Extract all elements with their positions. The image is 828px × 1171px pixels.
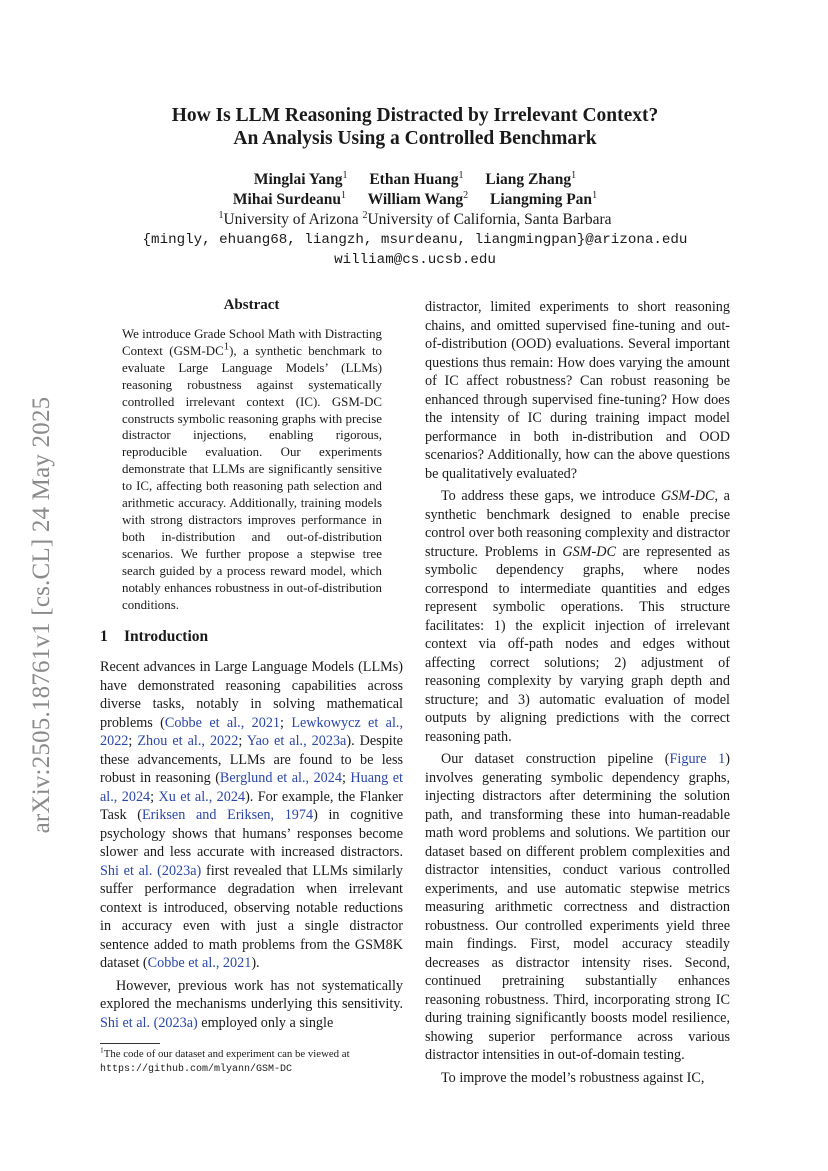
author-row-2 <box>100 190 730 210</box>
affiliation-mark: 1 <box>341 189 347 201</box>
footnote-url-link[interactable]: https://github.com/mlyann/GSM-DC <box>100 1064 293 1075</box>
citation-link[interactable]: Zhou et al., 2022 <box>137 733 239 749</box>
paragraph: To address these gaps, we introduce GSM-DC, a synthetic benchmark designed to enable precise control over both reasoning complexity and distractor structure. Problems in GSM-DC are represented as symbolic dependency graphs, where nodes correspond to intermediate quantities and edges represent symbolic operations. This structure facilitates: 1) the explicit injection of irrelevant context via off-path nodes and edges without affecting correct solutions; 2) adjustment of reasoning complexity by varying graph depth and structure; and 3) automatic evaluation of model outputs by aligning predictions with the correct reasoning path. <box>425 488 730 745</box>
citation-link[interactable]: Yao et al., 2023a <box>246 733 347 749</box>
citation-link[interactable]: Huang et al., 2024 <box>100 770 403 805</box>
title-line-2: An Analysis Using a Controlled Benchmark <box>233 128 597 149</box>
section-number: 1 <box>100 628 108 645</box>
arxiv-side-stamp <box>22 355 62 875</box>
citation-link[interactable]: Lewkowycz et al., 2022 <box>100 714 403 749</box>
footnote-text: The code of our dataset and experiment can be viewed at <box>103 1048 350 1060</box>
footnote <box>100 1047 410 1077</box>
affiliation-mark: 1 <box>592 189 598 201</box>
arxiv-identifier: arXiv:2505.18761v1 [cs.CL] 24 May 2025 <box>28 396 55 834</box>
abstract-part: ), a synthetic benchmark to evaluate Large Language Models’ (LLMs) reasoning robustness against systematically controlled irrelevant context (IC). GSM-DC constructs symbolic reasoning graphs with precise distractor injections, enabling rigorous, reproducible evaluation. Our experiments demonstrate that LLMs are significantly sensitive to IC, affecting both reasoning path selection and arithmetic accuracy. Additionally, training models with strong distractors improves performance in both in-distribution and out-of-distribution scenarios. We further propose a stepwise tree search guided by a process reward model, which notably enhances robustness in out-of-distribution conditions. <box>122 343 382 612</box>
title-line-1: How Is LLM Reasoning Distracted by Irrelevant Context? <box>171 105 659 126</box>
author-block <box>100 170 730 270</box>
paragraph: However, previous work has not systematically explored the mechanisms underlying this sensitivity. Shi et al. (2023a) employed only a single <box>100 977 403 1031</box>
citation-link[interactable]: Cobbe et al., 2021 <box>147 955 252 971</box>
footnote-mark: 1 <box>223 340 230 353</box>
citation-link[interactable]: Cobbe et al., 2021 <box>164 714 281 731</box>
affiliation-mark: 1 <box>458 169 464 181</box>
paper-title <box>100 104 730 150</box>
author-name: William Wang <box>367 191 464 208</box>
paragraph: Recent advances in Large Language Models (LLMs) have demonstrated reasoning capabilities across diverse tasks, notably in solving mathematical problems (Cobbe et al., 2021; Lewkowycz et al., 2022; Zhou et al., 2022; Yao et al., 2023a). Despite these advancements, LLMs are found to be less robust in reasoning (Berglund et al., 2024; Huang et al., 2024; Xu et al., 2024). For example, the Flanker Task (Eriksen and Eriksen, 1974) in cognitive psychology shows that humans’ responses become slower and less accurate with increased distractors. Shi et al. (2023a) first revealed that LLMs similarly suffer performance degradation when irrelevant context is introduced, observing notable reductions in accuracy even with just a single distractor sentence added to math problems from the GSM8K dataset (Cobbe et al., 2021). <box>100 659 403 971</box>
citation-link[interactable]: Xu et al., 2024 <box>158 788 246 805</box>
affiliation-mark: 1 <box>218 209 224 221</box>
author-emails: {mingly, ehuang68, liangzh, msurdeanu, liangmingpan}@arizona.edu <box>142 232 688 248</box>
abstract-part: We introduce Grade School Math with Distracting Context (GSM-DC <box>122 327 382 358</box>
author-row-1 <box>100 170 730 190</box>
affiliation-1: University of Arizona <box>223 211 359 228</box>
citation-link[interactable]: Shi et al. (2023a) <box>100 1014 198 1031</box>
citation-link[interactable]: Eriksen and Eriksen, 1974 <box>141 807 314 823</box>
section-heading-introduction <box>100 628 208 646</box>
author-name: Ethan Huang <box>369 171 459 188</box>
paragraph: To improve the model’s robustness against IC, <box>441 1069 705 1086</box>
system-name: GSM-DC <box>660 488 715 504</box>
figure-link[interactable]: Figure 1 <box>669 751 726 767</box>
author-name: Minglai Yang <box>253 171 343 188</box>
citation-link[interactable]: Berglund et al., 2024 <box>219 770 342 786</box>
author-email-2: william@cs.ucsb.edu <box>334 252 496 268</box>
author-name: Liangming Pan <box>489 191 593 208</box>
affiliation-mark: 2 <box>463 189 469 201</box>
footnote-mark: 1 <box>100 1045 104 1055</box>
affiliations <box>100 210 730 230</box>
left-column-body <box>100 658 403 1032</box>
right-column-body <box>425 298 730 1087</box>
paragraph: Our dataset construction pipeline (Figure 1) involves generating symbolic dependency graphs, injecting distractors after determining the solution path, and transforming these into human-readable math word problems and solutions. We partition our dataset based on different problem complexities and distractor intensities, conduct various controlled experiments, and use automatic stepwise metrics measuring arithmetic correctness and distraction robustness. Our controlled experiments yield three main findings. First, model accuracy steadily decreases as distractor intensity rises. Second, continued pretraining substantially enhances reasoning robustness. Third, incorporating strong IC during training significantly boosts model resilience, showing superior performance across various distractor intensities in out-of-domain testing. <box>425 751 731 1063</box>
affiliation-mark: 1 <box>342 169 348 181</box>
paragraph: distractor, limited experiments to short reasoning chains, and omitted supervised fine-tuning and out-of-distribution (OOD) evaluations. Several important questions thus remain: How does varying the amount of IC affect robustness? Can robust reasoning be enhanced through supervised fine-tuning? How does the intensity of IC during training impact model performance in both in-distribution and OOD scenarios? Additionally, how can the above questions be qualitatively evaluated? <box>425 299 730 482</box>
footnote-rule <box>100 1043 160 1044</box>
author-name: Mihai Surdeanu <box>232 191 342 208</box>
affiliation-2: University of California, Santa Barbara <box>367 211 612 228</box>
affiliation-mark: 1 <box>571 169 577 181</box>
author-name: Liang Zhang <box>485 171 572 188</box>
abstract-heading: Abstract <box>223 297 280 313</box>
affiliation-mark: 2 <box>362 209 368 221</box>
citation-link[interactable]: Shi et al. (2023a) <box>100 862 202 879</box>
system-name: GSM-DC <box>562 543 616 560</box>
abstract-text <box>122 326 382 613</box>
section-title: Introduction <box>124 628 209 645</box>
